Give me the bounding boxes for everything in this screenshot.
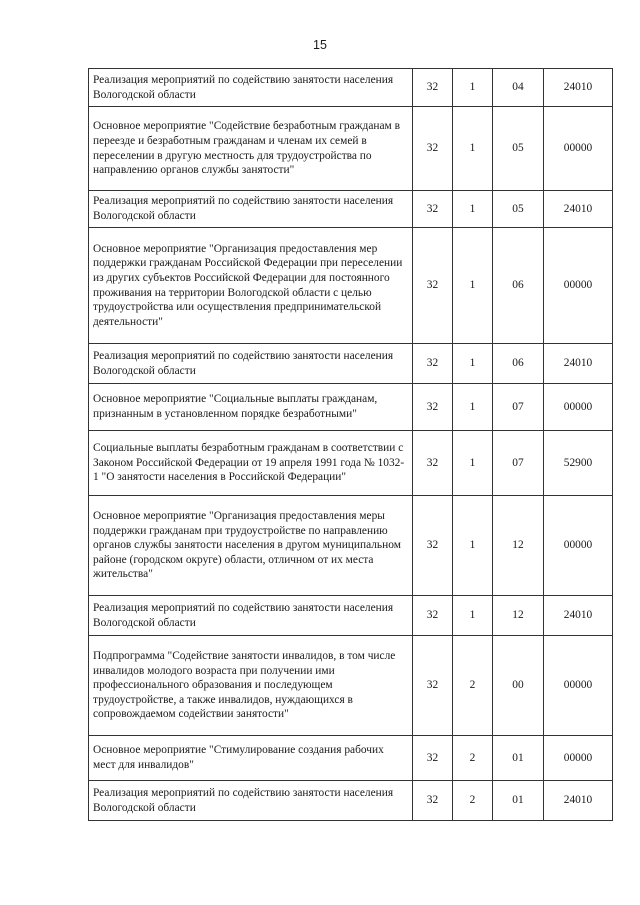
code-cell: 00000 [544, 496, 613, 596]
code-cell: 32 [413, 107, 453, 191]
code-cell: 32 [413, 191, 453, 228]
code-cell: 24010 [544, 69, 613, 107]
code-cell: 32 [413, 228, 453, 344]
code-cell: 00 [493, 636, 544, 736]
code-cell: 00000 [544, 736, 613, 781]
table-row [89, 344, 613, 384]
program-name: Основное мероприятие "Стимулирование создания рабочих мест для инвалидов" [89, 736, 413, 781]
program-name: Основное мероприятие "Социальные выплаты гражданам, признанным в установленном порядке безработными" [89, 384, 413, 431]
table-row [89, 69, 613, 107]
code-cell: 32 [413, 781, 453, 821]
code-cell: 1 [453, 496, 493, 596]
code-cell: 00000 [544, 228, 613, 344]
code-cell: 04 [493, 69, 544, 107]
table-row [89, 228, 613, 344]
code-cell: 1 [453, 228, 493, 344]
program-name: Основное мероприятие "Организация предоставления мер поддержки гражданам Российской Федерации при переселении из других субъектов Российской Федерации для постоянного проживания на территории Вологодской области с целью трудоустройства или осуществления предпринимательской деятельности" [89, 228, 413, 344]
code-cell: 1 [453, 69, 493, 107]
budget-classification-table [88, 68, 613, 821]
code-cell: 2 [453, 636, 493, 736]
code-cell: 1 [453, 384, 493, 431]
code-cell: 2 [453, 736, 493, 781]
code-cell: 05 [493, 191, 544, 228]
code-cell: 1 [453, 596, 493, 636]
table-row [89, 596, 613, 636]
code-cell: 00000 [544, 107, 613, 191]
code-cell: 1 [453, 191, 493, 228]
code-cell: 06 [493, 344, 544, 384]
code-cell: 00000 [544, 384, 613, 431]
code-cell: 12 [493, 596, 544, 636]
code-cell: 32 [413, 496, 453, 596]
code-cell: 24010 [544, 781, 613, 821]
page-number: 15 [313, 38, 327, 52]
table-row [89, 384, 613, 431]
program-name: Подпрограмма "Содействие занятости инвалидов, в том числе инвалидов молодого возраста при получении ими профессионального образования и последующем трудоустройстве, а также инвалидов, нуждающихся в сопровождаемом содействии занятости" [89, 636, 413, 736]
code-cell: 52900 [544, 431, 613, 496]
table-row [89, 636, 613, 736]
code-cell: 05 [493, 107, 544, 191]
table-row [89, 736, 613, 781]
code-cell: 01 [493, 736, 544, 781]
code-cell: 06 [493, 228, 544, 344]
program-name: Реализация мероприятий по содействию занятости населения Вологодской области [89, 191, 413, 228]
code-cell: 32 [413, 384, 453, 431]
code-cell: 07 [493, 384, 544, 431]
code-cell: 32 [413, 431, 453, 496]
code-cell: 24010 [544, 191, 613, 228]
table-row [89, 107, 613, 191]
code-cell: 01 [493, 781, 544, 821]
code-cell: 32 [413, 636, 453, 736]
code-cell: 24010 [544, 344, 613, 384]
program-name: Реализация мероприятий по содействию занятости населения Вологодской области [89, 596, 413, 636]
program-name: Основное мероприятие "Организация предоставления меры поддержки гражданам при трудоустройстве по направлению органов службы занятости населения в другом муниципальном районе (городском округе) области, отличном от их места жительства" [89, 496, 413, 596]
code-cell: 07 [493, 431, 544, 496]
code-cell: 1 [453, 431, 493, 496]
code-cell: 1 [453, 344, 493, 384]
code-cell: 24010 [544, 596, 613, 636]
code-cell: 32 [413, 736, 453, 781]
program-name: Реализация мероприятий по содействию занятости населения Вологодской области [89, 781, 413, 821]
table-row [89, 496, 613, 596]
code-cell: 12 [493, 496, 544, 596]
program-name: Реализация мероприятий по содействию занятости населения Вологодской области [89, 344, 413, 384]
code-cell: 00000 [544, 636, 613, 736]
table-row [89, 781, 613, 821]
program-name: Реализация мероприятий по содействию занятости населения Вологодской области [89, 69, 413, 107]
program-name: Основное мероприятие "Содействие безработным гражданам в переезде и безработным гражданам и членам их семей в переселении в другую местность для трудоустройства по направлению органов службы занятости" [89, 107, 413, 191]
code-cell: 2 [453, 781, 493, 821]
code-cell: 32 [413, 69, 453, 107]
table-row [89, 431, 613, 496]
code-cell: 32 [413, 344, 453, 384]
program-name: Социальные выплаты безработным гражданам в соответствии с Законом Российской Федерации от 19 апреля 1991 года № 1032-1 "О занятости населения в Российской Федерации" [89, 431, 413, 496]
code-cell: 1 [453, 107, 493, 191]
table-row [89, 191, 613, 228]
code-cell: 32 [413, 596, 453, 636]
